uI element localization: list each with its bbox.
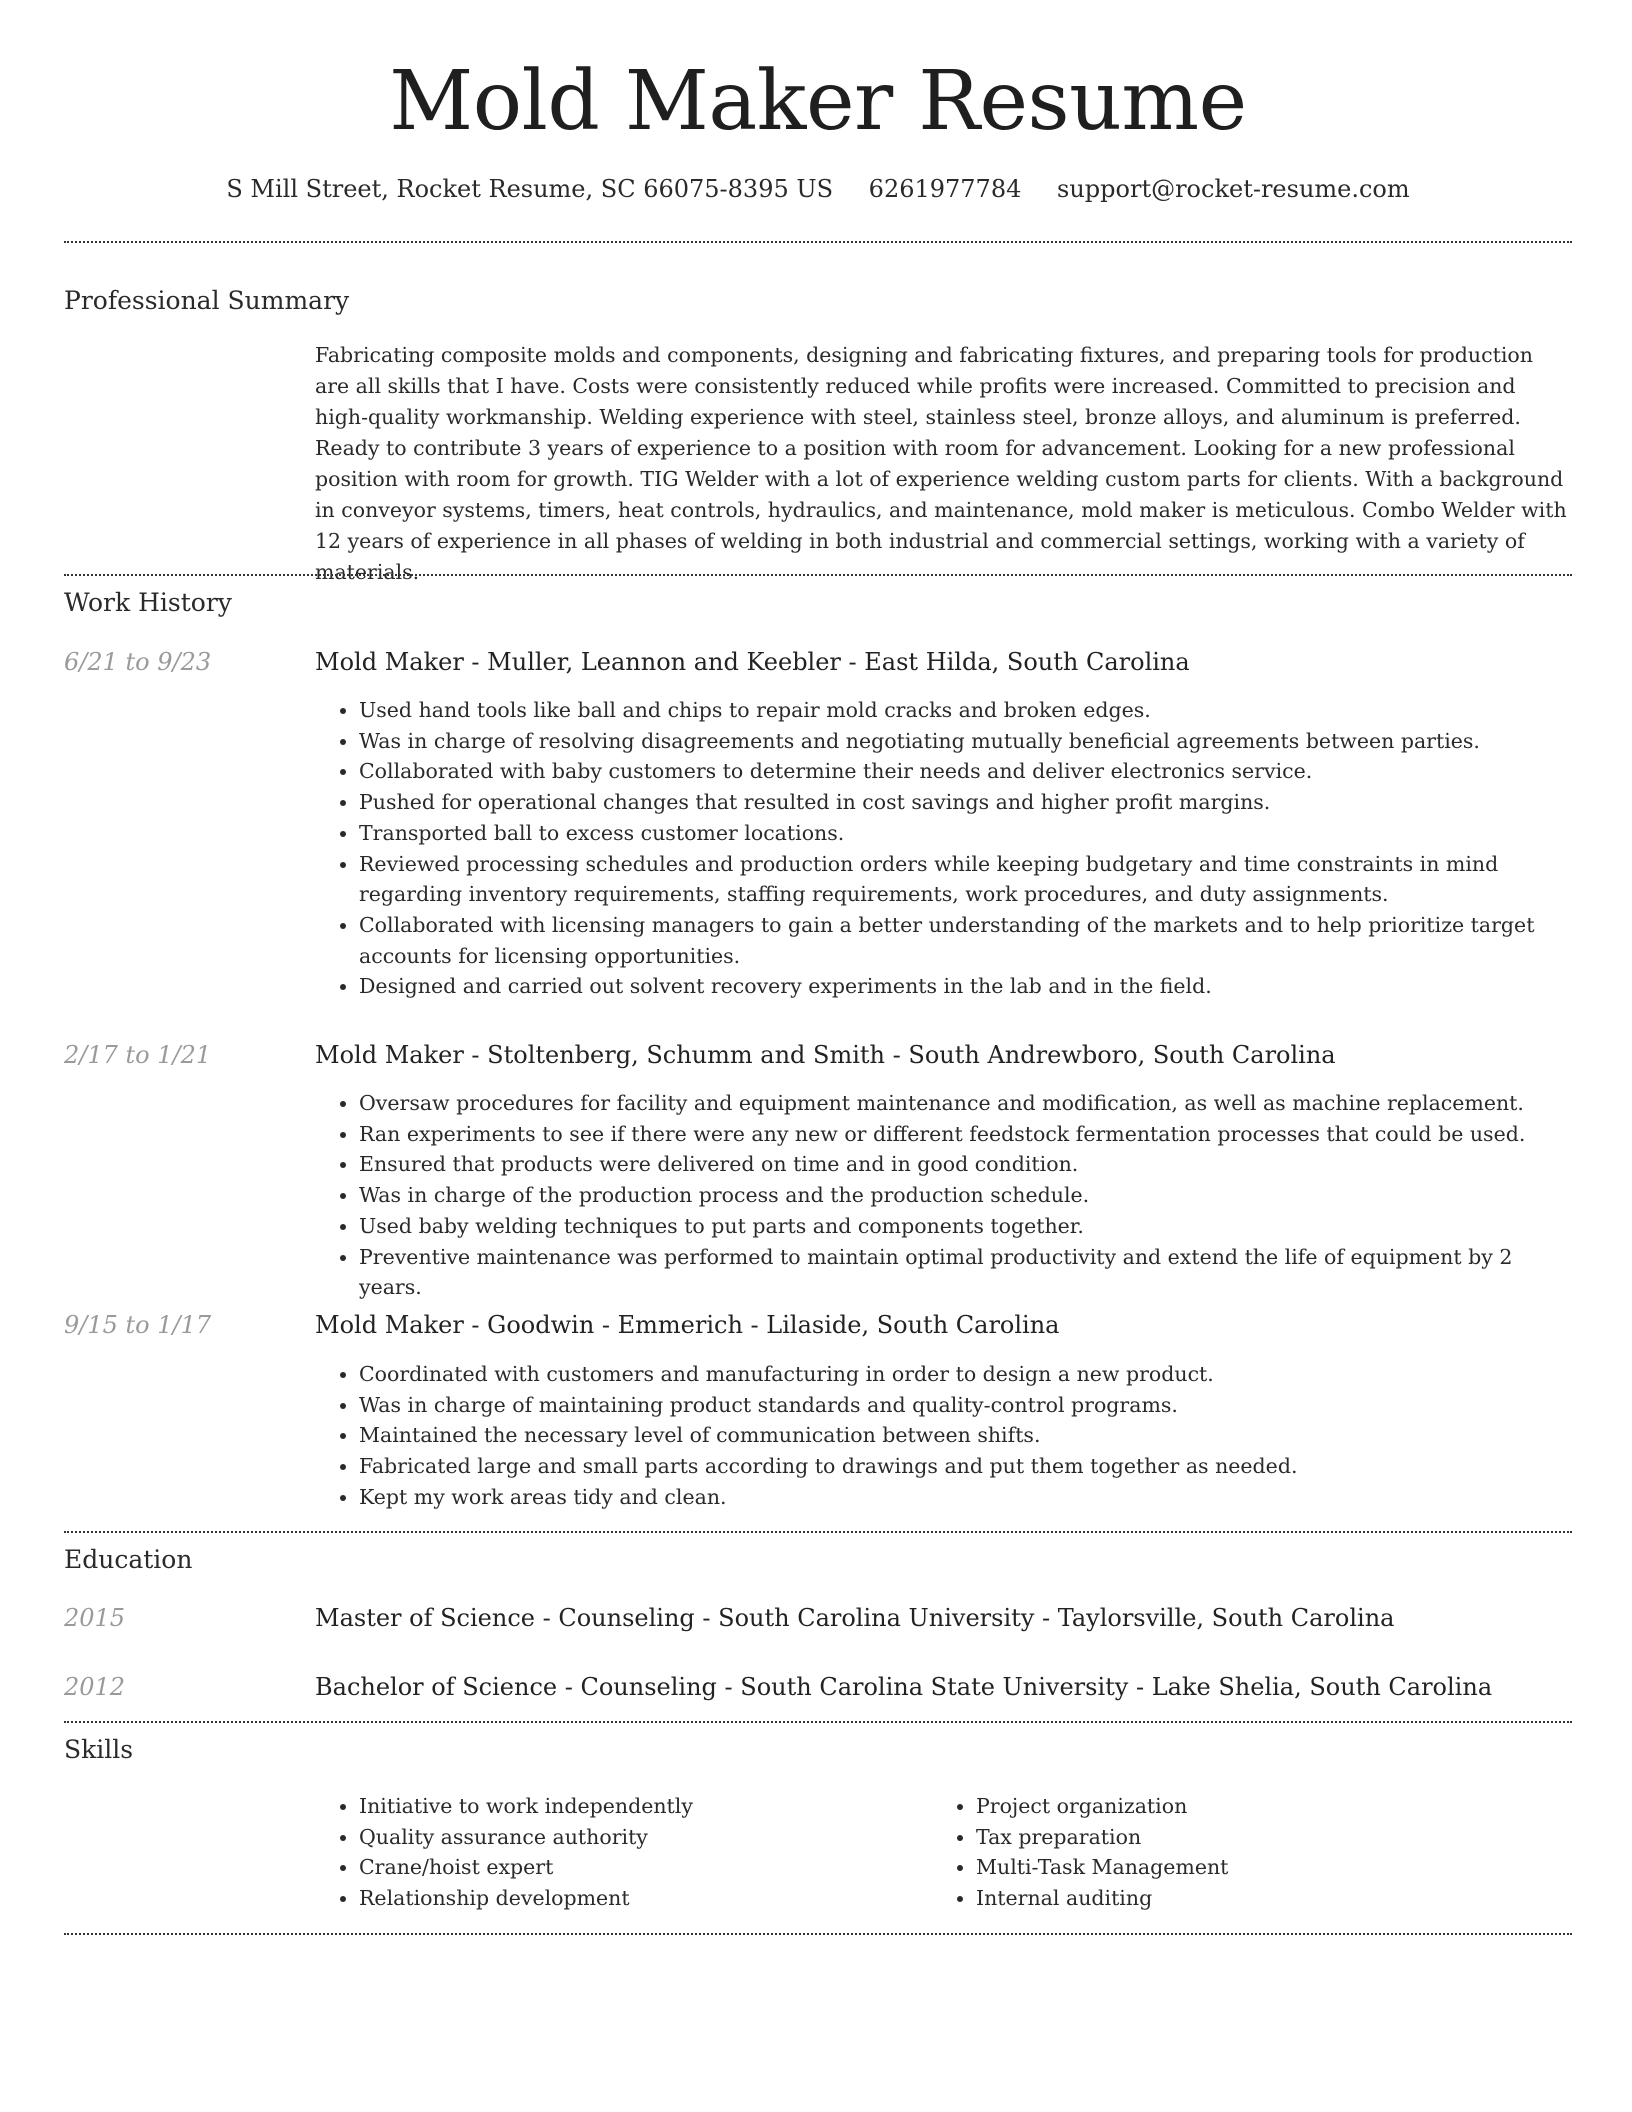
list-item: • Ensured that products were delivered on time and in good condition. — [359, 1149, 1571, 1180]
job-dates: 6/21 to 9/23 — [64, 648, 212, 676]
skills-list-right — [932, 1791, 1532, 1914]
list-item: • Collaborated with baby customers to determine their needs and deliver electronics service. — [359, 756, 1571, 787]
contact-email: support@rocket-resume.com — [1057, 175, 1410, 203]
divider — [64, 1721, 1572, 1723]
skills-list-left — [315, 1791, 915, 1914]
list-item: • Internal auditing — [976, 1883, 1532, 1914]
list-item: • Initiative to work independently — [359, 1791, 915, 1822]
list-item: • Oversaw procedures for facility and equipment maintenance and modification, as well as machine replacement. — [359, 1088, 1571, 1119]
job-title: Mold Maker - Muller, Leannon and Keebler - East Hilda, South Carolina — [315, 648, 1190, 676]
job-title: Mold Maker - Goodwin - Emmerich - Lilaside, South Carolina — [315, 1311, 1060, 1339]
list-item: • Tax preparation — [976, 1822, 1532, 1853]
list-item: • Project organization — [976, 1791, 1532, 1822]
divider — [64, 574, 1572, 576]
job-bullets — [315, 695, 1571, 1002]
job-title: Mold Maker - Stoltenberg, Schumm and Smith - South Andrewboro, South Carolina — [315, 1041, 1336, 1069]
list-item: • Used hand tools like ball and chips to repair mold cracks and broken edges. — [359, 695, 1571, 726]
list-item: • Used baby welding techniques to put parts and components together. — [359, 1211, 1571, 1242]
education-year: 2015 — [64, 1604, 126, 1632]
education-entry: Master of Science - Counseling - South Carolina University - Taylorsville, South Carolina — [315, 1604, 1395, 1632]
job-bullets — [315, 1088, 1571, 1303]
section-title-education: Education — [64, 1545, 193, 1574]
list-item: • Preventive maintenance was performed to maintain optimal productivity and extend the life of equipment by 2 years. — [359, 1242, 1571, 1303]
job-dates: 9/15 to 1/17 — [64, 1311, 212, 1339]
list-item: • Transported ball to excess customer locations. — [359, 818, 1571, 849]
list-item: • Ran experiments to see if there were any new or different feedstock fermentation processes that could be used. — [359, 1119, 1571, 1150]
list-item: • Fabricated large and small parts according to drawings and put them together as needed. — [359, 1451, 1571, 1482]
education-year: 2012 — [64, 1673, 126, 1701]
job-bullets — [315, 1359, 1571, 1513]
list-item: • Multi-Task Management — [976, 1852, 1532, 1883]
list-item: • Crane/hoist expert — [359, 1852, 915, 1883]
education-entry: Bachelor of Science - Counseling - South Carolina State University - Lake Shelia, South Carolina — [315, 1673, 1493, 1701]
list-item: • Coordinated with customers and manufacturing in order to design a new product. — [359, 1359, 1571, 1390]
list-item: • Relationship development — [359, 1883, 915, 1914]
list-item: • Was in charge of maintaining product standards and quality-control programs. — [359, 1390, 1571, 1421]
list-item: • Pushed for operational changes that resulted in cost savings and higher profit margins. — [359, 787, 1571, 818]
contact-line — [64, 172, 1572, 206]
resume-title: Mold Maker Resume — [389, 54, 1247, 149]
list-item: • Was in charge of the production process and the production schedule. — [359, 1180, 1571, 1211]
summary-text: Fabricating composite molds and components, designing and fabricating fixtures, and preparing tools for production are all skills that I have. Costs were consistently reduced while profits were increased. Committed to precision and high-quality workmanship. Welding experience with steel, stainless steel, bronze alloys, and aluminum is preferred. Ready to contribute 3 years of experience to a position with room for advancement. Looking for a new professional position with room for growth. TIG Welder with a lot of experience welding custom parts for clients. With a background in conveyor systems, timers, heat controls, hydraulics, and maintenance, mold maker is meticulous. Combo Welder with 12 years of experience in all phases of welding in both industrial and commercial settings, working with a variety of materials. — [315, 343, 1567, 584]
list-item: • Kept my work areas tidy and clean. — [359, 1482, 1571, 1513]
job-dates: 2/17 to 1/21 — [64, 1041, 212, 1069]
list-item: • Quality assurance authority — [359, 1822, 915, 1853]
divider — [64, 241, 1572, 243]
contact-phone: 6261977784 — [868, 175, 1022, 203]
list-item: • Maintained the necessary level of communication between shifts. — [359, 1420, 1571, 1451]
section-title-summary: Professional Summary — [64, 286, 350, 315]
list-item: • Reviewed processing schedules and production orders while keeping budgetary and time constraints in mind regarding inventory requirements, staffing requirements, work procedures, and duty assignments. — [359, 849, 1571, 910]
list-item: • Was in charge of resolving disagreements and negotiating mutually beneficial agreements between parties. — [359, 726, 1571, 757]
contact-address: S Mill Street, Rocket Resume, SC 66075-8395 US — [226, 175, 834, 203]
list-item: • Designed and carried out solvent recovery experiments in the lab and in the field. — [359, 971, 1571, 1002]
divider — [64, 1531, 1572, 1533]
section-title-work: Work History — [64, 588, 232, 617]
divider — [64, 1933, 1572, 1935]
list-item: • Collaborated with licensing managers to gain a better understanding of the markets and to help prioritize target accounts for licensing opportunities. — [359, 910, 1571, 971]
section-title-skills: Skills — [64, 1735, 134, 1764]
